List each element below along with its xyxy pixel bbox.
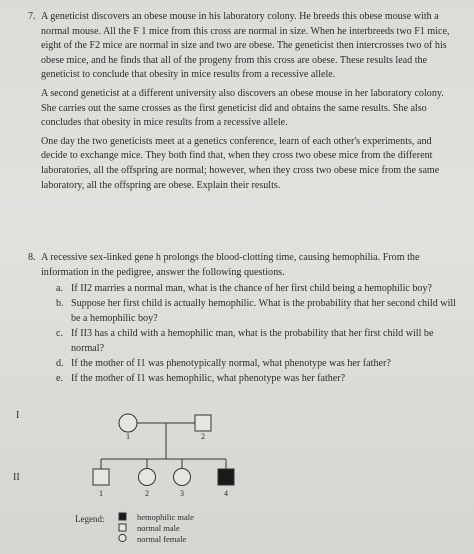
pedigree-number: 4 bbox=[224, 489, 228, 498]
subquestion-letter: c. bbox=[56, 328, 64, 339]
pedigree-hemophilic-male-II4 bbox=[218, 469, 234, 485]
question-7-number: 7. bbox=[28, 11, 36, 22]
pedigree-female-I1 bbox=[119, 414, 137, 432]
pedigree-number: 1 bbox=[126, 432, 130, 441]
subquestion-text: If II2 marries a normal man, what is the chance of her first child being a hemophilic boy? bbox=[71, 283, 433, 294]
subquestion-letter: b. bbox=[56, 298, 64, 309]
question-7-paragraph: One day the two geneticists meet at a genetics conference, learn of each other's experiments, and decide to exchange mice. They both find that, when they cross two obese mice from the different laboratories, all the offspring are normal; however, when they cross two obese mice from the same laboratory, all the offspring are obese. Explain their results. bbox=[41, 135, 440, 191]
pedigree-female-II3 bbox=[174, 469, 191, 486]
legend-label: Legend: bbox=[75, 514, 105, 524]
question-7-paragraph: A second geneticist at a different university also discovers an obese mouse in her laboratory colony. She carries out the same crosses as the first geneticist did and obtains the same results. She also concludes that obesity in mice results from a recessive allele. bbox=[41, 87, 444, 129]
question-8-number: 8. bbox=[28, 252, 36, 263]
question-8-intro: A recessive sex-linked gene h prolongs the blood-clotting time, causing hemophilia. From the information in the pedigree, answer the following questions. bbox=[41, 252, 420, 278]
pedigree-male-II1 bbox=[93, 469, 109, 485]
legend-item: normal male bbox=[137, 523, 180, 533]
subquestion-text: Suppose her first child is actually hemophilic. What is the probability that her second child will be a hemophilic boy? bbox=[71, 298, 456, 324]
subquestion-letter: a. bbox=[56, 283, 64, 294]
pedigree-number: 2 bbox=[201, 432, 205, 441]
pedigree-number: 2 bbox=[145, 489, 149, 498]
subquestion-letter: d. bbox=[56, 358, 64, 369]
subquestion-letter: e. bbox=[56, 373, 64, 384]
legend-item: normal female bbox=[137, 534, 187, 544]
pedigree-male-I2 bbox=[195, 415, 211, 431]
generation-I-label: I bbox=[16, 410, 20, 421]
subquestion-text: If II3 has a child with a hemophilic man, what is the probability that her first child will be normal? bbox=[71, 328, 434, 354]
question-7-paragraph: A geneticist discovers an obese mouse in his laboratory colony. He breeds this obese mouse with a normal mouse. All the F 1 mice from this cross are normal in size. When he interbreeds two F1 mice, eight of the F2 mice are normal in size and two are obese. The geneticist then intercrosses two of his obese mice, and he finds that all of the progeny from this cross are obese. These results lead the geneticist to conclude that obesity in mice results from a recessive allele. bbox=[41, 11, 450, 81]
pedigree-number: 1 bbox=[99, 489, 103, 498]
subquestion-text: If the mother of I1 was phenotypically normal, what phenotype was her father? bbox=[71, 358, 391, 369]
legend-normal-female-icon bbox=[119, 534, 126, 541]
pedigree-female-II2 bbox=[139, 469, 156, 486]
pedigree-number: 3 bbox=[180, 489, 184, 498]
legend-item: hemophilic male bbox=[137, 512, 194, 522]
legend-hemophilic-male-icon bbox=[119, 513, 126, 520]
subquestion-text: If the mother of I1 was hemophilic, what phenotype was her father? bbox=[71, 373, 346, 384]
generation-II-label: II bbox=[13, 472, 20, 483]
legend-normal-male-icon bbox=[119, 524, 126, 531]
